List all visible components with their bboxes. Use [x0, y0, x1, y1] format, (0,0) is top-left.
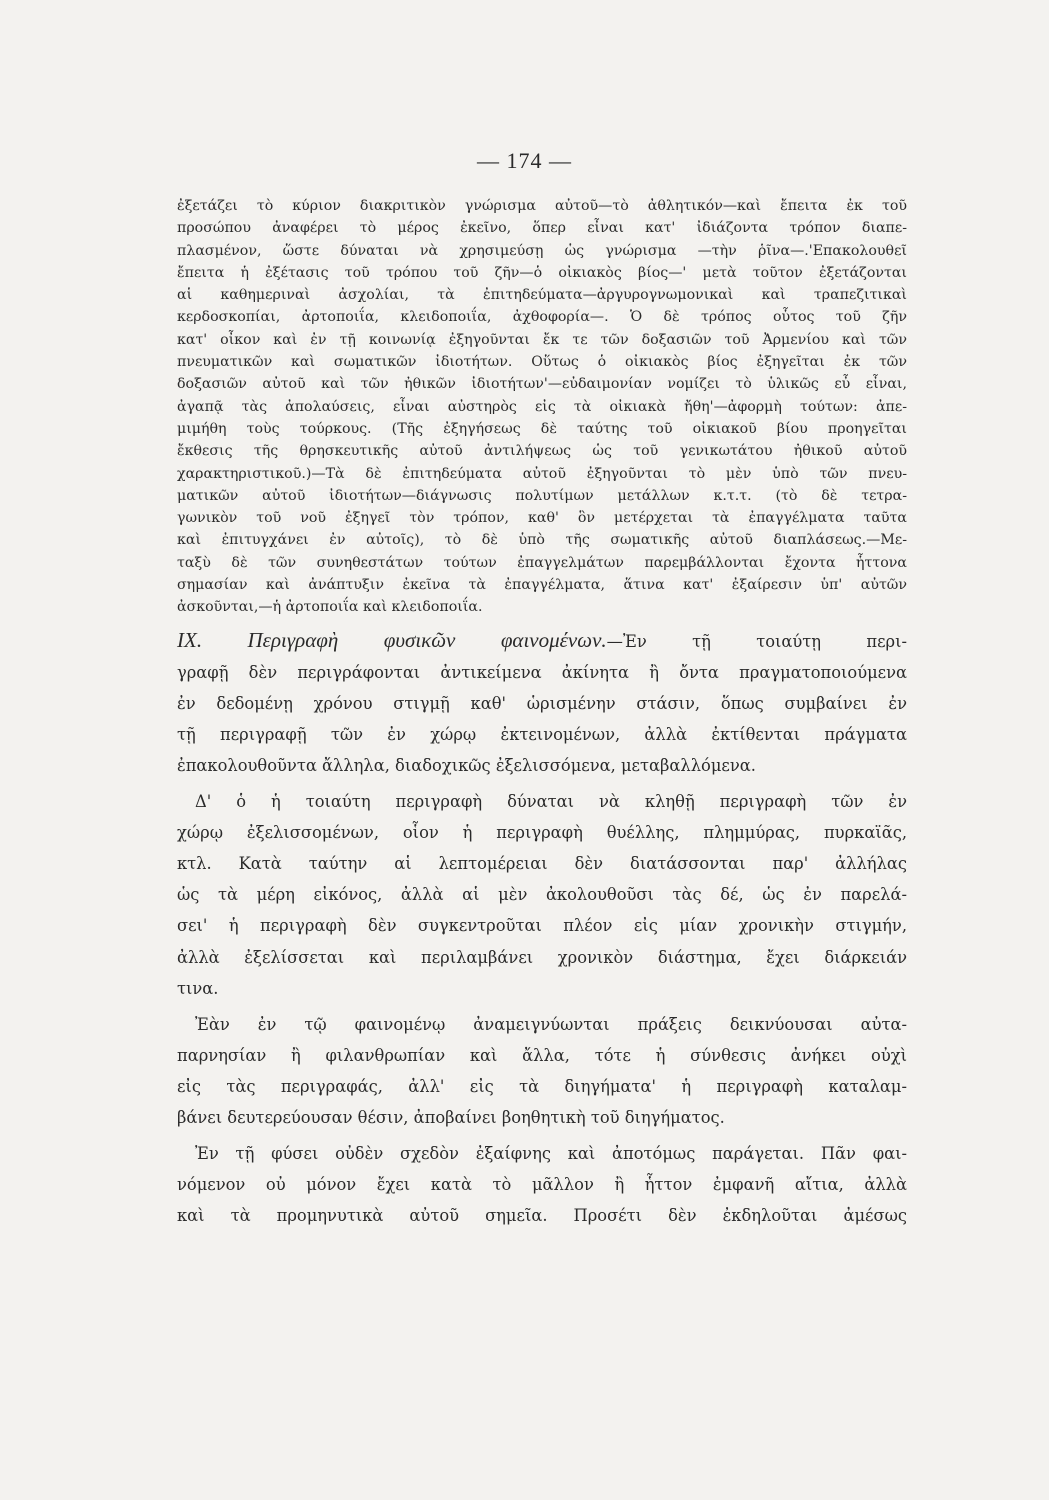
- text-line: καὶ τὰ προμηνυτικὰ αὐτοῦ σημεῖα. Προσέτι δὲν ἐκδηλοῦται ἀμέσως: [177, 1206, 907, 1226]
- text-line: κερδοσκοπίαι, ἀρτοποιΐα, κλειδοποιΐα, ἀχθοφορία—. Ὁ δὲ τρόπος οὗτος τοῦ ζῆν: [177, 309, 907, 326]
- text-line: ἀσκοῦνται,—ἡ ἀρτοποιΐα καὶ κλειδοποιΐα.: [177, 599, 483, 616]
- text-line: ἀλλὰ ἐξελίσσεται καὶ περιλαμβάνει χρονικὸν διάστημα, ἔχει διάρκειάν: [177, 947, 907, 967]
- text-line: πλασμένον, ὥστε δύναται νὰ χρησιμεύσῃ ὡς γνώρισμα —τὴν ῥῖνα—.'Επακολουθεῖ: [177, 242, 907, 259]
- text-line: μιμήθη τοὺς τούρκους. (Τῆς ἐξηγήσεως δὲ ταύτης τοῦ οἰκιακοῦ βίου προηγεῖται: [177, 420, 907, 437]
- text-line: εἰς τὰς περιγραφάς, ἀλλ' εἰς τὰ διηγήματα' ἡ περιγραφὴ καταλαμ-: [177, 1076, 907, 1096]
- paragraph-1: [177, 195, 907, 619]
- text-line: προσώπου ἀναφέρει τὸ μέρος ἐκεῖνο, ὅπερ εἶναι κατ' ἰδιάζοντα τρόπον διαπε-: [177, 220, 907, 237]
- text-line: Δ' ὁ ἡ τοιαύτη περιγραφὴ δύναται νὰ κληθῇ περιγραφὴ τῶν ἐν: [195, 792, 907, 812]
- section-heading: IX. Περιγραφὴ φυσικῶν φαινομένων.: [177, 627, 607, 652]
- text-line: χώρῳ ἐξελισσομένων, οἷον ἡ περιγραφὴ θυέλλης, πλημμύρας, πυρκαϊᾶς,: [177, 823, 907, 843]
- text-line: ἐν δεδομένῃ χρόνου στιγμῇ καθ' ὡρισμένην στάσιν, ὅπως συμβαίνει ἐν: [177, 693, 907, 713]
- text-line: ἔκθεσις τῆς θρησκευτικῆς αὐτοῦ ἀντιλήψεως ὡς τοῦ γενικωτάτου ἠθικοῦ αὐτοῦ: [177, 443, 907, 460]
- text-line: —Ἐν τῇ τοιαύτῃ περι-: [606, 631, 908, 651]
- text-line: σει' ἡ περιγραφὴ δὲν συγκεντροῦται πλέον εἰς μίαν χρονικὴν στιγμήν,: [177, 916, 907, 936]
- page-number: — 174 —: [477, 148, 572, 173]
- text-line: δοξασιῶν αὐτοῦ καὶ τῶν ἠθικῶν ἰδιοτήτων'—εὐδαιμονίαν νομίζει τὸ ὑλικῶς εὖ εἶναι,: [177, 376, 907, 393]
- text-line: αἱ καθημεριναὶ ἀσχολίαι, τὰ ἐπιτηδεύματα—ἀργυρογνωμονικαὶ καὶ τραπεζιτικαὶ: [177, 287, 907, 304]
- heading-line: [177, 625, 907, 657]
- text-line: βάνει δευτερεύουσαν θέσιν, ἀποβαίνει βοηθητικὴ τοῦ διηγήματος.: [177, 1108, 725, 1128]
- text-line: πνευματικῶν καὶ σωματικῶν ἰδιοτήτων. Οὕτως ὁ οἰκιακὸς βίος ἐξηγεῖται ἐκ τῶν: [177, 354, 907, 371]
- text-line: κατ' οἶκον καὶ ἐν τῇ κοινωνίᾳ ἐξηγοῦνται ἔκ τε τῶν δοξασιῶν τοῦ Ἀρμενίου καὶ τῶν: [177, 331, 907, 348]
- page-body: [177, 195, 907, 1231]
- text-line: ἐπακολουθοῦντα ἄλληλα, διαδοχικῶς ἐξελισσόμενα, μεταβαλλόμενα.: [177, 756, 756, 776]
- text-line: χαρακτηριστικοῦ.)—Τὰ δὲ ἐπιτηδεύματα αὐτοῦ ἐξηγοῦνται τὸ μὲν ὑπὸ τῶν πνευ-: [177, 465, 907, 482]
- text-line: ἐξετάζει τὸ κύριον διακριτικὸν γνώρισμα αὐτοῦ—τὸ ἀθλητικόν—καὶ ἔπειτα ἐκ τοῦ: [177, 198, 907, 214]
- text-line: ἔπειτα ἡ ἐξέτασις τοῦ τρόπου τοῦ ζῆν—ὁ οἰκιακὸς βίος—' μετὰ τοῦτον ἐξετάζονται: [177, 264, 907, 281]
- text-line: Ἐν τῇ φύσει οὐδὲν σχεδὸν ἐξαίφνης καὶ ἀποτόμως παράγεται. Πᾶν φαι-: [195, 1144, 907, 1164]
- text-line: ὡς τὰ μέρη εἰκόνος, ἀλλὰ αἱ μὲν ἀκολουθοῦσι τὰς δέ, ὡς ἐν παρελά-: [177, 885, 907, 905]
- text-line: νόμενον οὐ μόνον ἔχει κατὰ τὸ μᾶλλον ἢ ἧττον ἐμφανῆ αἴτια, ἀλλὰ: [177, 1175, 907, 1195]
- text-line: ταξὺ δὲ τῶν συνηθεστάτων τούτων ἐπαγγελμάτων παρεμβάλλονται ἔχοντα ἧττονα: [177, 554, 907, 571]
- text-line: κτλ. Κατὰ ταύτην αἱ λεπτομέρειαι δὲν διατάσσονται παρ' ἀλλήλας: [177, 854, 907, 874]
- text-line: τινα.: [177, 978, 219, 998]
- text-line: καὶ ἐπιτυγχάνει ἐν αὐτοῖς), τὸ δὲ ὑπὸ τῆς σωματικῆς αὐτοῦ διαπλάσεως.—Με-: [177, 532, 907, 549]
- text-line: ματικῶν αὐτοῦ ἰδιοτήτων—διάγνωσις πολυτίμων μετάλλων κ.τ.τ. (τὸ δὲ τετρα-: [177, 487, 907, 504]
- text-line: γραφῇ δὲν περιγράφονται ἀντικείμενα ἀκίνητα ἢ ὄντα πραγματοποιούμενα: [177, 662, 907, 682]
- section-ix: [177, 625, 907, 1232]
- text-line: παρνησίαν ἢ φιλανθρωπίαν καὶ ἄλλα, τότε ἡ σύνθεσις ἀνήκει οὐχὶ: [177, 1045, 907, 1065]
- text-line: σημασίαν καὶ ἀνάπτυξιν ἐκεῖνα τὰ ἐπαγγέλματα, ἅτινα κατ' ἐξαίρεσιν ὑπ' αὐτῶν: [177, 577, 907, 594]
- text-line: Ἐὰν ἐν τῷ φαινομένῳ ἀναμειγνύωνται πράξεις δεικνύουσαι αὐτα-: [195, 1014, 907, 1034]
- text-line: ἀγαπᾷ τὰς ἀπολαύσεις, εἶναι αὐστηρὸς εἰς τὰ οἰκιακὰ ἤθη'—ἀφορμὴ τούτων: ἀπε-: [177, 398, 907, 415]
- text-line: γωνικὸν τοῦ νοῦ ἐξηγεῖ τὸν τρόπον, καθ' ὃν μετέρχεται τὰ ἐπαγγέλματα ταῦτα: [177, 510, 907, 527]
- text-line: τῇ περιγραφῇ τῶν ἐν χώρῳ ἐκτεινομένων, ἀλλὰ ἐκτίθενται πράγματα: [177, 724, 907, 744]
